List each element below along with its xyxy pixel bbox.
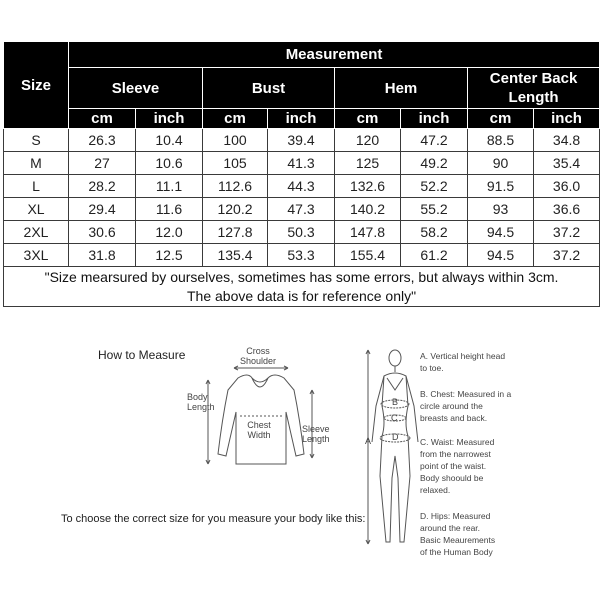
note-b-line-3: breasts and back. xyxy=(420,413,488,423)
note-a xyxy=(420,350,540,374)
value-cell: 10.6 xyxy=(136,152,203,175)
measure-instruction: To choose the correct size for you measure your body like this: xyxy=(61,513,366,525)
note-d-line-3: Basic Meaurements xyxy=(420,535,496,545)
value-cell: 36.0 xyxy=(534,175,600,198)
value-cell: 41.3 xyxy=(268,152,335,175)
value-cell: 100 xyxy=(203,129,268,152)
value-cell: 127.8 xyxy=(203,221,268,244)
value-cell: 47.3 xyxy=(268,198,335,221)
value-cell: 34.8 xyxy=(534,129,600,152)
table-row xyxy=(4,198,600,221)
value-cell: 10.4 xyxy=(136,129,203,152)
value-cell: 26.3 xyxy=(69,129,136,152)
shirt-diagram-icon xyxy=(200,360,320,480)
value-cell: 52.2 xyxy=(401,175,468,198)
chest-width-label-line-1: Chest xyxy=(247,420,271,430)
note-b-line-1: B. Chest: Measured in a xyxy=(420,389,512,399)
value-cell: 135.4 xyxy=(203,244,268,267)
table-row xyxy=(4,152,600,175)
table-row xyxy=(4,244,600,267)
value-cell: 49.2 xyxy=(401,152,468,175)
value-cell: 11.6 xyxy=(136,198,203,221)
value-cell: 29.4 xyxy=(69,198,136,221)
value-cell: 47.2 xyxy=(401,129,468,152)
value-cell: 120 xyxy=(335,129,401,152)
sleeve-length-label-line-2: Length xyxy=(302,434,330,444)
value-cell: 50.3 xyxy=(268,221,335,244)
value-cell: 12.0 xyxy=(136,221,203,244)
value-cell: 120.2 xyxy=(203,198,268,221)
value-cell: 36.6 xyxy=(534,198,600,221)
how-to-measure-title: How to Measure xyxy=(98,348,186,362)
value-cell: 11.1 xyxy=(136,175,203,198)
value-cell: 94.5 xyxy=(468,244,534,267)
value-cell: 132.6 xyxy=(335,175,401,198)
unit-header: cm xyxy=(203,109,268,129)
value-cell: 37.2 xyxy=(534,244,600,267)
chest-width-label-line-2: Width xyxy=(247,430,271,440)
figure-letter-b: B xyxy=(392,397,399,407)
center-back-length-header: Center Back Length xyxy=(468,68,600,109)
figure-letter-d: D xyxy=(392,432,399,442)
value-cell: 91.5 xyxy=(468,175,534,198)
body-figure-icon xyxy=(360,346,420,550)
size-cell: L xyxy=(4,175,69,198)
size-cell: 3XL xyxy=(4,244,69,267)
figure-letter-a: A xyxy=(365,436,372,446)
hem-header: Hem xyxy=(335,68,468,109)
note-c-line-5: relaxed. xyxy=(420,485,451,495)
body-length-label-line-1: Body xyxy=(187,392,208,402)
value-cell: 27 xyxy=(69,152,136,175)
value-cell: 30.6 xyxy=(69,221,136,244)
value-cell: 44.3 xyxy=(268,175,335,198)
size-column-header: Size xyxy=(4,42,69,129)
value-cell: 53.3 xyxy=(268,244,335,267)
unit-header: cm xyxy=(335,109,401,129)
value-cell: 94.5 xyxy=(468,221,534,244)
unit-header: inch xyxy=(268,109,335,129)
value-cell: 31.8 xyxy=(69,244,136,267)
note-c-line-1: C. Waist: Measured xyxy=(420,437,495,447)
note-c-line-2: from the narrowest xyxy=(420,449,491,459)
note-c-line-3: point of the waist. xyxy=(420,461,487,471)
size-chart-table xyxy=(3,41,600,307)
value-cell: 140.2 xyxy=(335,198,401,221)
value-cell: 105 xyxy=(203,152,268,175)
value-cell: 12.5 xyxy=(136,244,203,267)
table-note-line-1: "Size mearsured by ourselves, sometimes has some errors, but always within 3cm. xyxy=(44,268,559,285)
body-length-label-line-2: Length xyxy=(187,402,215,412)
unit-header: inch xyxy=(401,109,468,129)
value-cell: 93 xyxy=(468,198,534,221)
value-cell: 35.4 xyxy=(534,152,600,175)
table-row xyxy=(4,175,600,198)
table-row xyxy=(4,129,600,152)
value-cell: 55.2 xyxy=(401,198,468,221)
cross-shoulder-label-line-2: Shoulder xyxy=(239,356,277,366)
size-cell: S xyxy=(4,129,69,152)
note-c xyxy=(420,436,540,496)
value-cell: 155.4 xyxy=(335,244,401,267)
value-cell: 125 xyxy=(335,152,401,175)
note-a-line-2: to toe. xyxy=(420,363,444,373)
value-cell: 88.5 xyxy=(468,129,534,152)
value-cell: 58.2 xyxy=(401,221,468,244)
figure-letter-c: C xyxy=(391,413,398,423)
value-cell: 90 xyxy=(468,152,534,175)
unit-header: inch xyxy=(136,109,203,129)
sleeve-length-label-line-1: Sleeve xyxy=(302,424,330,434)
note-b xyxy=(420,388,540,424)
unit-header: cm xyxy=(69,109,136,129)
note-a-line-1: A. Vertical height head xyxy=(420,351,506,361)
value-cell: 61.2 xyxy=(401,244,468,267)
cross-shoulder-label-line-1: Cross xyxy=(246,346,270,356)
note-d xyxy=(420,510,540,558)
sleeve-header: Sleeve xyxy=(69,68,203,109)
note-b-line-2: circle around the xyxy=(420,401,483,411)
value-cell: 147.8 xyxy=(335,221,401,244)
unit-header: cm xyxy=(468,109,534,129)
note-d-line-2: around the rear. xyxy=(420,523,481,533)
size-cell: 2XL xyxy=(4,221,69,244)
note-d-line-4: of the Human Body xyxy=(420,547,493,557)
table-note xyxy=(4,267,600,307)
size-cell: XL xyxy=(4,198,69,221)
table-note-line-2: The above data is for reference only" xyxy=(186,287,417,304)
measurement-header: Measurement xyxy=(69,42,600,68)
value-cell: 112.6 xyxy=(203,175,268,198)
size-cell: M xyxy=(4,152,69,175)
value-cell: 39.4 xyxy=(268,129,335,152)
value-cell: 37.2 xyxy=(534,221,600,244)
unit-header: inch xyxy=(534,109,600,129)
note-d-line-1: D. Hips: Measured xyxy=(420,511,491,521)
value-cell: 28.2 xyxy=(69,175,136,198)
note-c-line-4: Body shoould be xyxy=(420,473,484,483)
bust-header: Bust xyxy=(203,68,335,109)
table-row xyxy=(4,221,600,244)
